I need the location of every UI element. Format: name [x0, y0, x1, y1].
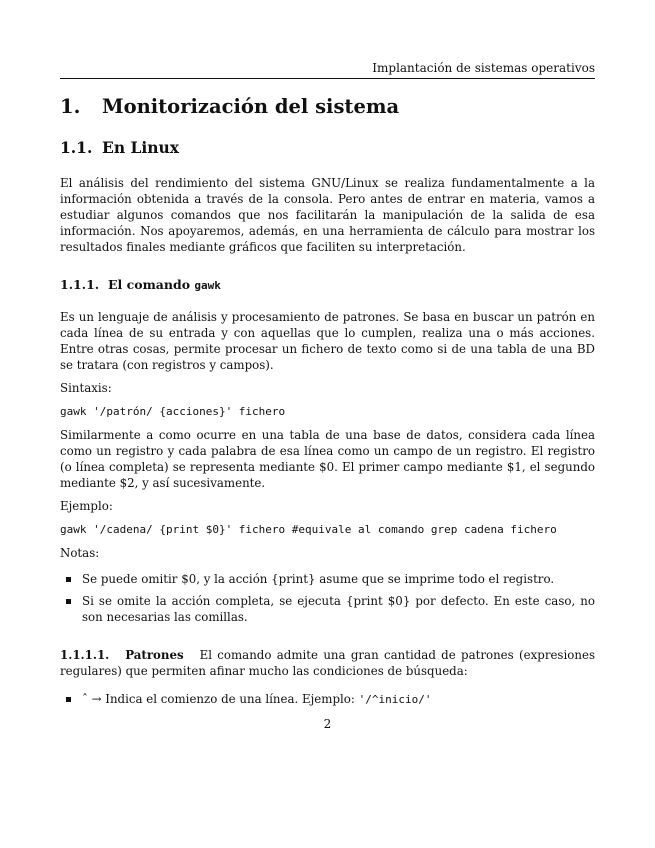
note-text: Si se omite la acción completa, se ejecuta {print $0} por defecto. En este caso, no son necesarias las comillas.: [82, 594, 595, 624]
patterns-list: [60, 691, 595, 708]
patterns-paragraph: [60, 647, 595, 679]
syntax-label: Sintaxis:: [60, 381, 112, 395]
page-number: 2: [323, 717, 332, 731]
intro-paragraph: El análisis del rendimiento del sistema GNU/Linux se realiza fundamentalmente a la información obtenida a través de la consola. Pero antes de entrar en materia, vamos a estudiar algunos comandos que nos facilitarán la manipulación de la salida de esa información. Nos apoyaremos, además, en una herramienta de cálculo para mostrar los resultados finales mediante gráficos que faciliten su interpretación.: [60, 176, 595, 254]
section-heading: [60, 95, 595, 118]
subsection-heading: [60, 138, 595, 157]
section-number: 1.: [60, 95, 81, 118]
bullet-icon: [66, 697, 71, 702]
subsection-title: En Linux: [102, 138, 180, 157]
subsubsection-title: El comando: [108, 277, 195, 292]
example-label: Ejemplo:: [60, 499, 113, 513]
section-title: Monitorización del sistema: [102, 95, 400, 118]
subsection-number: 1.1.: [60, 138, 93, 157]
example-code: gawk '/cadena/ {print $0}' fichero #equivale al comando grep cadena fichero: [60, 523, 557, 536]
running-header: Implantación de sistemas operativos: [60, 61, 595, 79]
notes-list: [60, 571, 595, 625]
pattern-code: '/^inicio/': [358, 693, 432, 706]
subsubsection-number: 1.1.1.: [60, 277, 100, 292]
paragraph-number: 1.1.1.1.: [60, 648, 110, 662]
note-text: Se puede omitir $0, y la acción {print} asume que se imprime todo el registro.: [82, 572, 555, 586]
arrow-icon: →: [91, 692, 102, 706]
paragraph-title: Patrones: [125, 648, 184, 662]
paragraph-text: El comando admite una gran cantidad de patrones (expresiones regulares) que permiten afinar mucho las condiciones de búsqueda:: [60, 648, 595, 678]
list-item: [82, 691, 595, 708]
pattern-text: Indica el comienzo de una línea. Ejemplo:: [105, 692, 359, 706]
list-item: [82, 571, 595, 587]
bullet-icon: [66, 577, 71, 582]
gawk-description: Es un lenguaje de análisis y procesamiento de patrones. Se basa en buscar un patrón en cada línea de su entrada y con aquellas que lo cumplen, realiza una o más acciones. Entre otras cosas, permite procesar un fichero de texto como si de una tabla de una BD se tratara (con registros y campos).: [60, 310, 595, 372]
notes-label: Notas:: [60, 546, 100, 560]
bullet-icon: [66, 599, 71, 604]
list-item: [82, 593, 595, 625]
subsubsection-heading: [60, 277, 595, 292]
fields-description: Similarmente a como ocurre en una tabla de una base de datos, considera cada línea como un registro y cada palabra de esa línea como un campo de un registro. El registro (o línea completa) se representa mediante $0. El primer campo mediante $1, el segundo mediante $2, y así sucesivamente.: [60, 428, 595, 490]
syntax-code: gawk '/patrón/ {acciones}' fichero: [60, 405, 286, 418]
page-content: [60, 95, 595, 714]
pattern-symbol: ˆ: [82, 692, 88, 706]
subsubsection-title-code: gawk: [194, 279, 221, 292]
